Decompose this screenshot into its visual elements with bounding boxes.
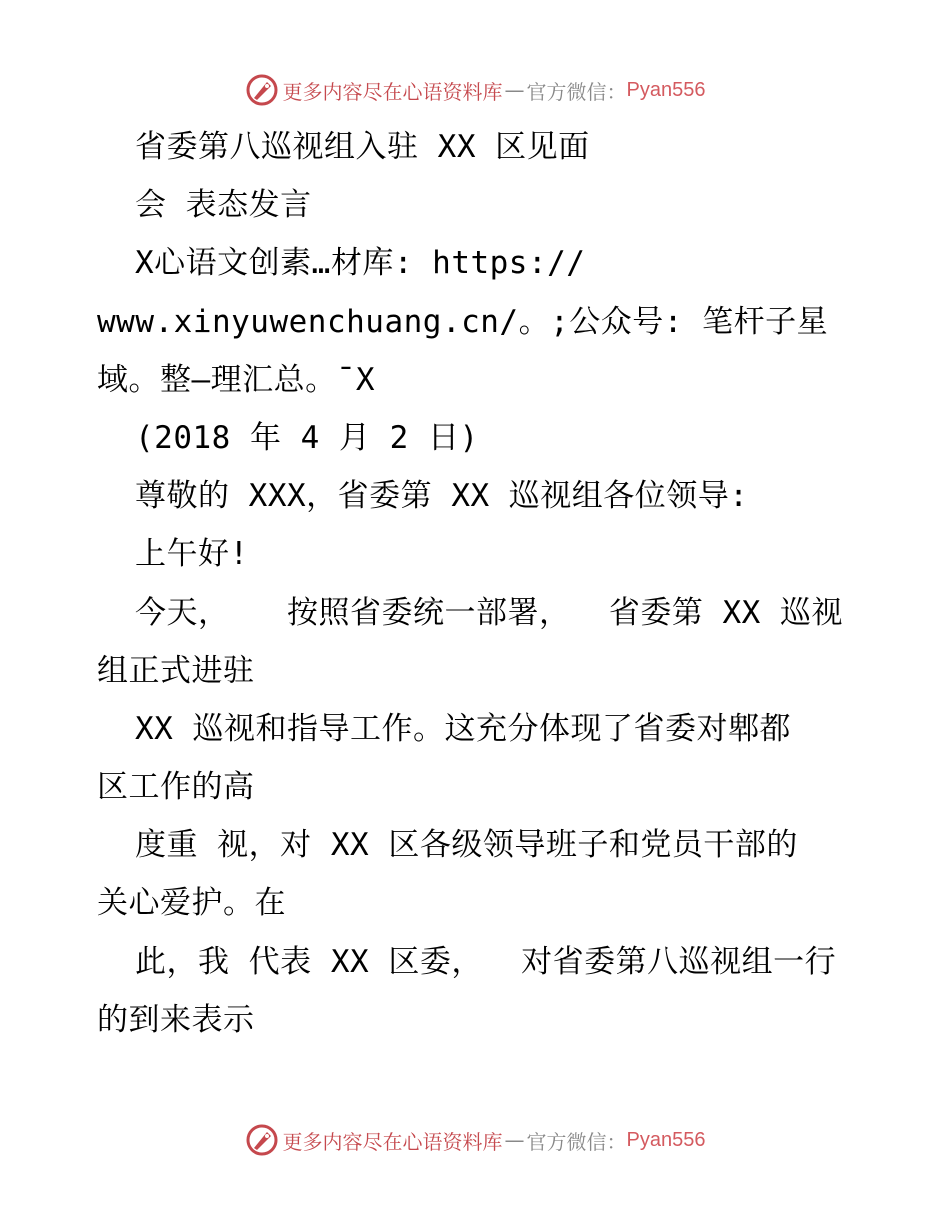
doc-salutation: 尊敬的 XXX，省委第 XX 巡视组各位领导: [135, 478, 749, 515]
doc-paragraph-line: 的到来表示 [97, 1001, 255, 1038]
banner-wechat-label: 官方微信： [526, 1129, 627, 1154]
doc-greeting: 上午好! [135, 536, 249, 573]
banner-wechat-label: 官方微信： [526, 79, 627, 104]
banner-separator: — [504, 78, 525, 102]
doc-paragraph-line: XX 巡视和指导工作。这充分体现了省委对郫都 [135, 710, 791, 747]
doc-paragraph-line: 今天， 按照省委统一部署， 省委第 XX 巡视 [135, 594, 843, 631]
pen-nib-circle-icon [245, 1123, 279, 1157]
doc-title-line-2: 会 表态发言 [135, 187, 312, 224]
doc-paragraph-line: 关心爱护。在 [97, 885, 286, 922]
footer-banner [0, 1120, 950, 1160]
banner-main-text: 更多内容尽在心语资料库 [282, 79, 503, 104]
doc-title-line-1: 省委第八巡视组入驻 XX 区见面 [135, 129, 590, 165]
doc-paragraph-line: 组正式进驻 [97, 652, 255, 689]
banner-account: Pyan556 [626, 1128, 706, 1151]
doc-date: (2018 年 4 月 2 日) [135, 419, 479, 456]
doc-source-line-3: 域。整—理汇总。¯X [97, 361, 375, 398]
header-banner [0, 70, 950, 110]
banner-main-text: 更多内容尽在心语资料库 [282, 1129, 503, 1154]
banner-account: Pyan556 [626, 78, 706, 101]
pen-nib-circle-icon [245, 73, 279, 107]
doc-paragraph-line: 区工作的高 [97, 769, 255, 806]
banner-separator: — [504, 1128, 525, 1152]
doc-paragraph-line: 此，我 代表 XX 区委， 对省委第八巡视组一行 [135, 943, 837, 980]
doc-source-line-2: www.xinyuwenchuang.cn/。;公众号: 笔杆子星 [97, 303, 829, 340]
doc-source-line-1: X心语文创素…材库: https:// [135, 245, 586, 282]
document-body [97, 118, 877, 1049]
doc-paragraph-line: 度重 视，对 XX 区各级领导班子和党员干部的 [135, 827, 798, 864]
